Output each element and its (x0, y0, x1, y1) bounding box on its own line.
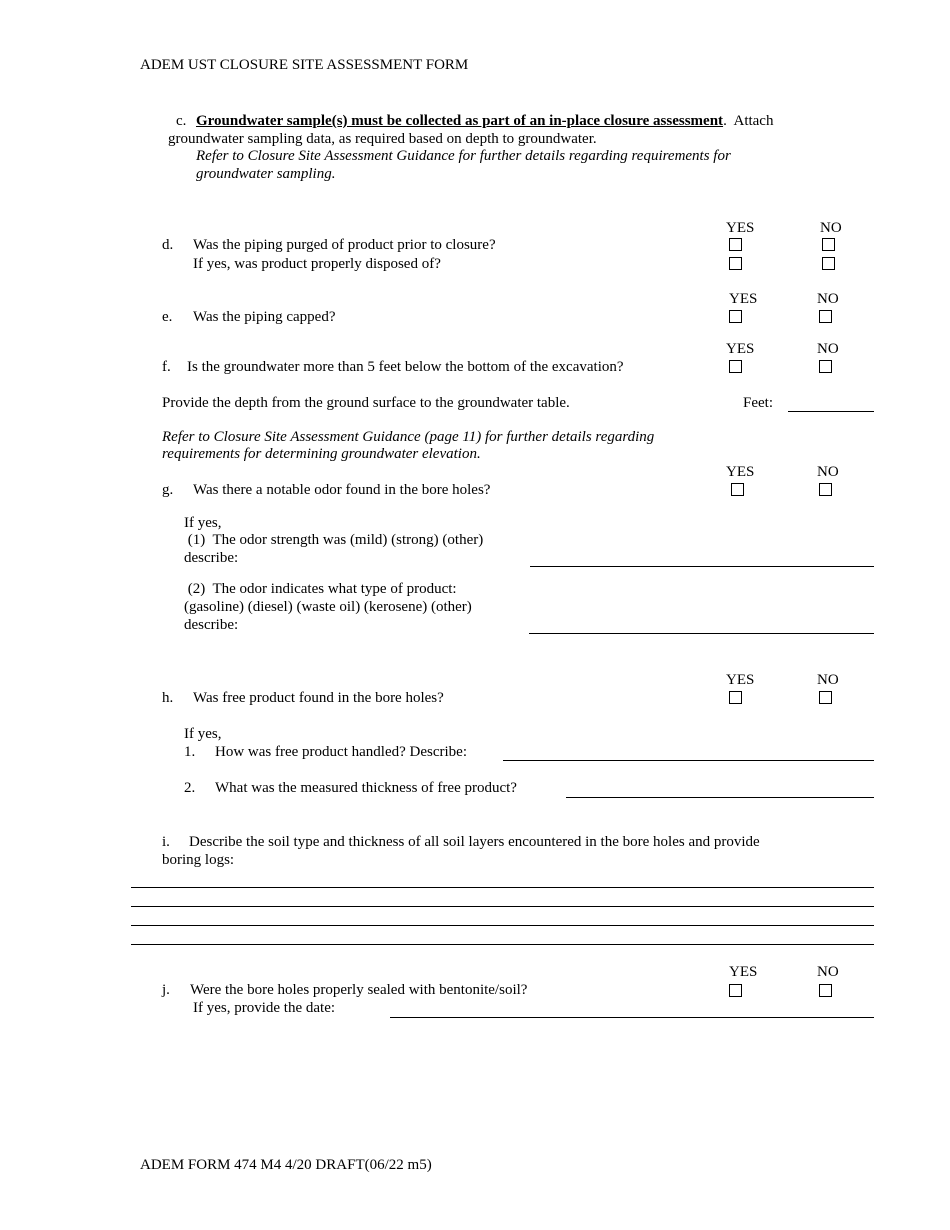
section-j-question: Were the bore holes properly sealed with bentonite/soil? (190, 982, 528, 998)
yes-label: YES (729, 291, 758, 307)
section-e-letter: e. (162, 309, 173, 325)
d-disposed-yes-checkbox[interactable] (729, 257, 742, 270)
section-g-letter: g. (162, 482, 174, 498)
section-g-odor-type-line2: (gasoline) (diesel) (waste oil) (kerosene) (other) (184, 599, 472, 615)
section-c-line2: groundwater sampling data, as required based on depth to groundwater. (168, 131, 597, 147)
section-j-date-label: If yes, provide the date: (193, 1000, 336, 1016)
j-sealed-yes-checkbox[interactable] (729, 984, 742, 997)
section-h-question: Was free product found in the bore holes? (193, 690, 444, 706)
section-g-if-yes: If yes, (184, 515, 222, 531)
d-purged-yes-checkbox[interactable] (729, 238, 742, 251)
yes-label: YES (726, 464, 755, 480)
free-product-thickness-line[interactable] (566, 797, 874, 798)
e-capped-no-checkbox[interactable] (819, 310, 832, 323)
section-c-line1 (196, 113, 773, 130)
no-label: NO (817, 672, 839, 688)
soil-log-line-3[interactable] (131, 925, 874, 926)
section-c-letter: c. (176, 113, 187, 129)
form-title: ADEM UST CLOSURE SITE ASSESSMENT FORM (140, 57, 469, 73)
section-h-if-yes: If yes, (184, 726, 222, 742)
no-label: NO (817, 964, 839, 980)
j-sealed-no-checkbox[interactable] (819, 984, 832, 997)
section-g-odor-type-line1: (2) The odor indicates what type of product: (184, 581, 457, 597)
soil-log-line-2[interactable] (131, 906, 874, 907)
section-h-item1-num: 1. (184, 744, 196, 760)
section-c-note-line1: Refer to Closure Site Assessment Guidance for further details regarding requirements for (196, 148, 731, 164)
soil-log-line-4[interactable] (131, 944, 874, 945)
h-free-product-yes-checkbox[interactable] (729, 691, 742, 704)
no-label: NO (820, 220, 842, 236)
section-f-note-line1: Refer to Closure Site Assessment Guidance (page 11) for further details regarding (162, 429, 655, 445)
yes-label: YES (726, 341, 755, 357)
section-f-question: Is the groundwater more than 5 feet below the bottom of the excavation? (187, 359, 624, 375)
section-i-line1: Describe the soil type and thickness of all soil layers encountered in the bore holes and provide (189, 834, 760, 850)
section-d-letter: d. (162, 237, 174, 253)
section-h-item1-text: How was free product handled? Describe: (215, 744, 467, 760)
sealed-date-line[interactable] (390, 1017, 874, 1018)
yes-label: YES (729, 964, 758, 980)
f-groundwater-no-checkbox[interactable] (819, 360, 832, 373)
section-i-letter: i. (162, 834, 170, 850)
form-footer-id: ADEM FORM 474 M4 4/20 DRAFT(06/22 m5) (140, 1157, 432, 1173)
no-label: NO (817, 341, 839, 357)
section-g-describe-2: describe: (184, 617, 239, 633)
section-d-question1: Was the piping purged of product prior to closure? (193, 237, 496, 253)
f-groundwater-yes-checkbox[interactable] (729, 360, 742, 373)
feet-label: Feet: (743, 395, 773, 411)
section-c-after-bold: . Attach (723, 113, 774, 129)
no-label: NO (817, 464, 839, 480)
section-i-line2: boring logs: (162, 852, 235, 868)
section-e-question: Was the piping capped? (193, 309, 336, 325)
soil-log-line-1[interactable] (131, 887, 874, 888)
odor-strength-describe-line[interactable] (530, 566, 874, 567)
feet-input-line[interactable] (788, 411, 874, 412)
no-label: NO (817, 291, 839, 307)
section-h-item2-text: What was the measured thickness of free product? (215, 780, 517, 796)
yes-label: YES (726, 672, 755, 688)
yes-label: YES (726, 220, 755, 236)
section-d-question2: If yes, was product properly disposed of? (193, 256, 441, 272)
g-odor-yes-checkbox[interactable] (731, 483, 744, 496)
section-c-bold-text: Groundwater sample(s) must be collected as part of an in-place closure assessment (196, 113, 724, 129)
section-g-describe-1: describe: (184, 550, 239, 566)
section-g-odor-strength: (1) The odor strength was (mild) (strong) (other) (184, 532, 484, 548)
section-j-letter: j. (162, 982, 170, 998)
section-h-letter: h. (162, 690, 174, 706)
section-c-note-line2: groundwater sampling. (196, 166, 336, 182)
section-h-item2-num: 2. (184, 780, 196, 796)
odor-type-describe-line[interactable] (529, 633, 874, 634)
section-f-letter: f. (162, 359, 171, 375)
d-disposed-no-checkbox[interactable] (822, 257, 835, 270)
h-free-product-no-checkbox[interactable] (819, 691, 832, 704)
free-product-handled-line[interactable] (503, 760, 874, 761)
section-f-note-line2: requirements for determining groundwater elevation. (162, 446, 481, 462)
e-capped-yes-checkbox[interactable] (729, 310, 742, 323)
section-f-depth-text: Provide the depth from the ground surface to the groundwater table. (162, 395, 570, 411)
d-purged-no-checkbox[interactable] (822, 238, 835, 251)
section-g-question: Was there a notable odor found in the bore holes? (193, 482, 491, 498)
g-odor-no-checkbox[interactable] (819, 483, 832, 496)
